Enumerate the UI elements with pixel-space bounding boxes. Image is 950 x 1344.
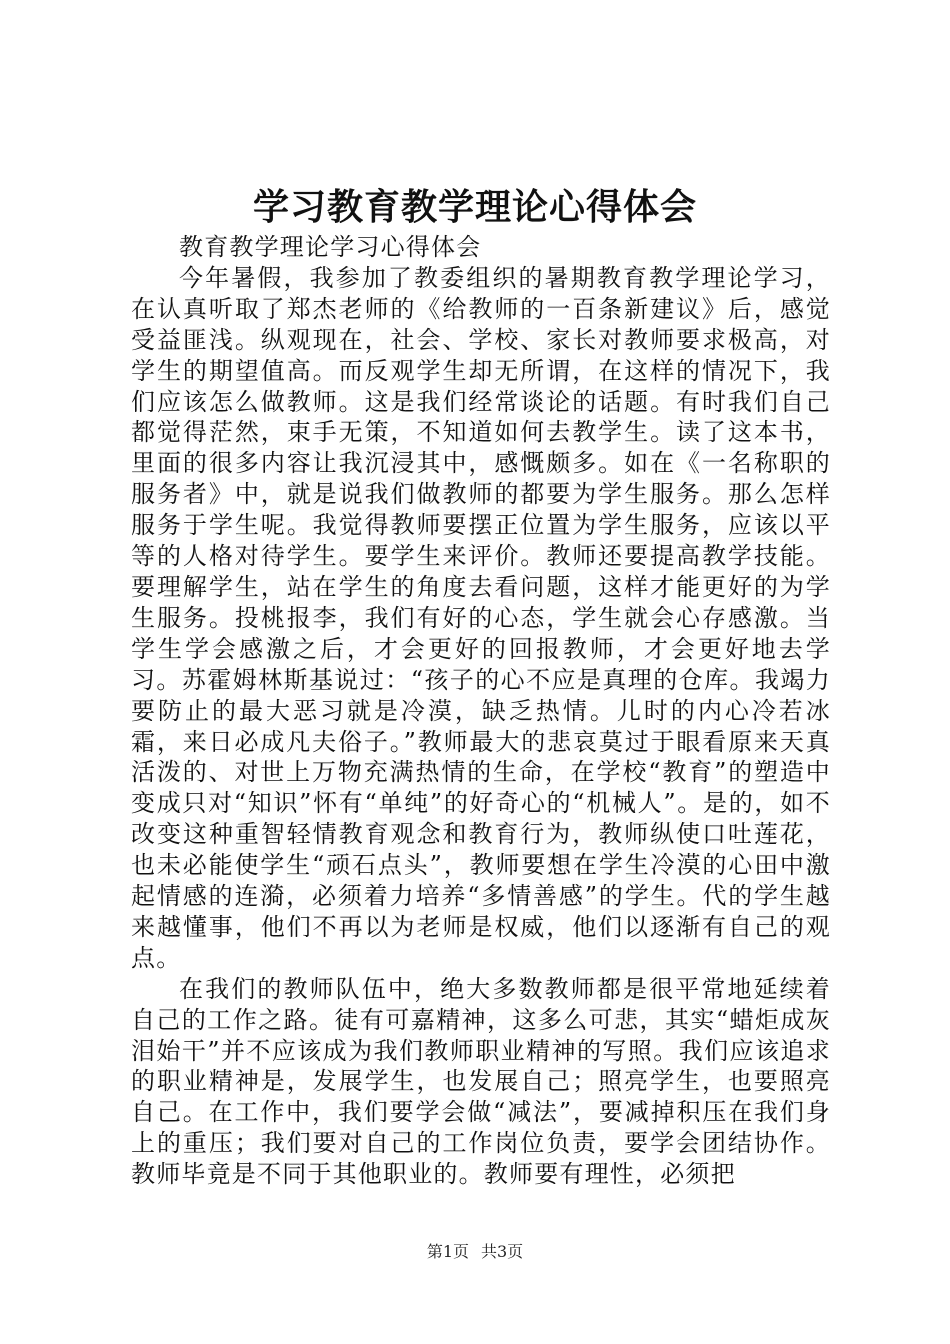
document-body: [131, 232, 831, 1190]
document-title: 学习教育教学理论心得体会: [252, 186, 697, 228]
body-paragraph: 在我们的教师队伍中，绝大多数教师都是很平常地延续着自己的工作之路。徒有可嘉精神，这多么可悲，其实“蜡炬成灰泪始干”并不应该成为我们教师职业精神的写照。我们应该追求的职业精神是，发展学生，也发展自己；照亮学生，也要照亮自己。在工作中，我们要学会做“减法”，要减掉积压在我们身上的重压；我们要对自己的工作岗位负责，要学会团结协作。教师毕竟是不同于其他职业的。教师要有理性，必须把: [131, 974, 831, 1189]
page-footer: [0, 1240, 950, 1264]
page-total: 共3页: [481, 1242, 524, 1261]
page-number: 第1页: [426, 1242, 469, 1261]
subtitle-paragraph: 教育教学理论学习心得体会: [179, 233, 482, 261]
body-paragraph: 今年暑假，我参加了教委组织的暑期教育教学理论学习，在认真听取了郑杰老师的《给教师的一百条新建议》后，感觉受益匪浅。纵观现在，社会、学校、家长对教师要求极高，对学生的期望值高。而反观学生却无所谓，在这样的情况下，我们应该怎么做教师。这是我们经常谈论的话题。有时我们自己都觉得茫然，束手无策，不知道如何去教学生。读了这本书，里面的很多内容让我沉浸其中，感慨颇多。如在《一名称职的服务者》中，就是说我们做教师的都要为学生服务。那么怎样服务于学生呢。我觉得教师要摆正位置为学生服务，应该以平等的人格对待学生。要学生来评价。教师还要提高教学技能。要理解学生，站在学生的角度去看问题，这样才能更好的为学生服务。投桃报李，我们有好的心态，学生就会心存感激。当学生学会感激之后，才会更好的回报教师，才会更好地去学习。苏霍姆林斯基说过：“孩子的心不应是真理的仓库。我竭力要防止的最大恶习就是冷漠，缺乏热情。儿时的内心冷若冰霜，来日必成凡夫俗子。”教师最大的悲哀莫过于眼看原来天真活泼的、对世上万物充满热情的生命，在学校“教育”的塑造中变成只对“知识”怀有“单纯”的好奇心的“机械人”。是的，如不改变这种重智轻情教育观念和教育行为，教师纵使口吐莲花，也未必能使学生“顽石点头”，教师要想在学生冷漠的心田中激起情感的连漪，必须着力培养“多情善感”的学生。代的学生越来越懂事，他们不再以为老师是权威，他们以逐渐有自己的观点。: [131, 263, 831, 972]
